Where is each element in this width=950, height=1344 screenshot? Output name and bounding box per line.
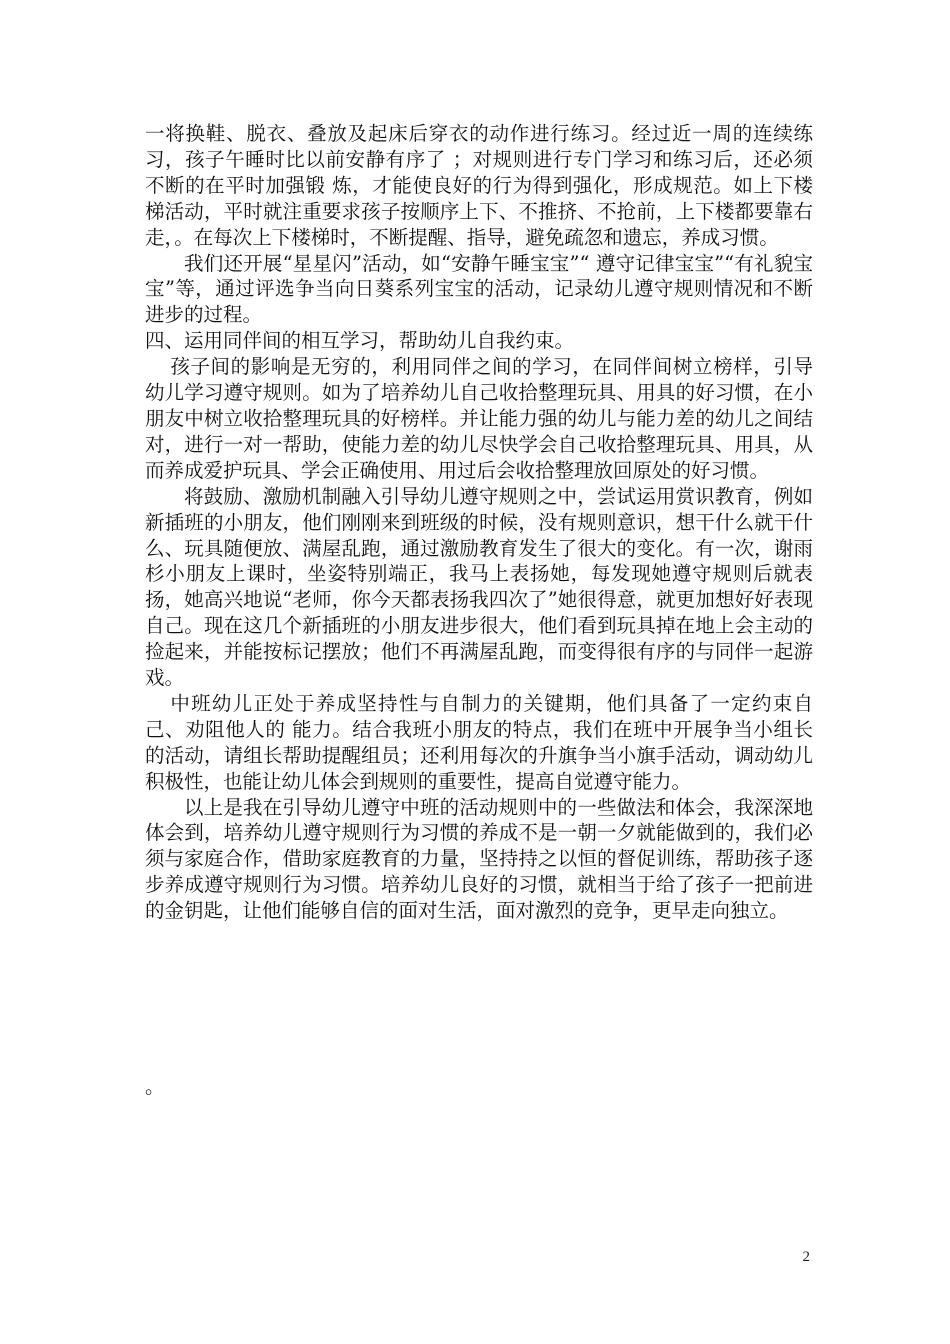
page-number: 2 — [802, 1249, 810, 1265]
paragraph-peer-influence: 孩子间的影响是无穷的，利用同伴之间的学习，在同伴间树立榜样，引导幼儿学习遵守规则。如为了培养幼儿自己收拾整理玩具、用具的好习惯，在小朋友中树立收拾整理玩具的好榜样。并让能力强的幼儿与能力差的幼儿之间结对，进行一对一帮助，使能力差的幼儿尽快学会自己收拾整理玩具、用具，从而养成爱护玩具、学会正确使用、用过后会收拾整理放回原处的好习惯。 — [145, 355, 813, 482]
paragraph-star-activity: 我们还开展“星星闪”活动，如“安静午睡宝宝”“ 遵守记律宝宝”“有礼貌宝宝”等，通过评选争当向日葵系列宝宝的活动，记录幼儿遵守规则情况和不断进步的过程。 — [145, 251, 813, 327]
paragraph-conclusion: 以上是我在引导幼儿遵守中班的活动规则中的一些做法和体会，我深深地体会到，培养幼儿遵守规则行为习惯的养成不是一朝一夕就能做到的，我们必须与家庭合作，借助家庭教育的力量，坚持持之以恒的督促训练，帮助孩子逐步养成遵守规则行为习惯。培养幼儿良好的习惯，就相当于给了孩子一把前进的金钥匙，让他们能够自信的面对生活，面对激烈的竞争，更早走向独立。 — [145, 795, 813, 923]
paragraph-practice-routines: 一将换鞋、脱衣、叠放及起床后穿衣的动作进行练习。经过近一周的连续练习，孩子午睡时比以前安静有序了 ；对规则进行专门学习和练习后，还必须不断的在平时加强锻 炼，才能使良好的行为得到强化，形成规范。如上下楼梯活动，平时就注重要求孩子按顺序上下、不推挤、不抢前，上下楼都要靠右走，。在每次上下楼梯时，不断提醒、指导，避免疏忽和遗忘，养成习惯。 — [145, 122, 813, 249]
paragraph-self-control: 中班幼儿正处于养成坚持性与自制力的关键期，他们具备了一定约束自己、劝阻他人的 能力。结合我班小朋友的特点，我们在班中开展争当小组长的活动，请组长帮助提醒组员；还利用每次的升旗争当小旗手活动，调动幼儿积极性，也能让幼儿体会到规则的重要性，提高自觉遵守能力。 — [145, 691, 813, 793]
document-body — [145, 121, 813, 924]
trailing-punctuation: 。 — [145, 1075, 165, 1098]
paragraph-encouragement: 将鼓励、激励机制融入引导幼儿遵守规则之中，尝试运用赏识教育，例如新插班的小朋友，他们刚刚来到班级的时候，没有规则意识，想干什么就干什么、玩具随便放、满屋乱跑，通过激励教育发生了很大的变化。有一次，谢雨杉小朋友上课时，坐姿特别端正，我马上表扬她，每发现她遵守规则后就表扬，她高兴地说“老师，你今天都表扬我四次了”她很得意，就更加想好好表现自己。现在这几个新插班的小朋友进步很大，他们看到玩具掉在地上会主动的捡起来，并能按标记摆放；他们不再满屋乱跑，而变得很有序的与同伴一起游戏。 — [145, 484, 813, 690]
section-heading-peer-learning: 四、运用同伴间的相互学习，帮助幼儿自我约束。 — [145, 329, 575, 353]
